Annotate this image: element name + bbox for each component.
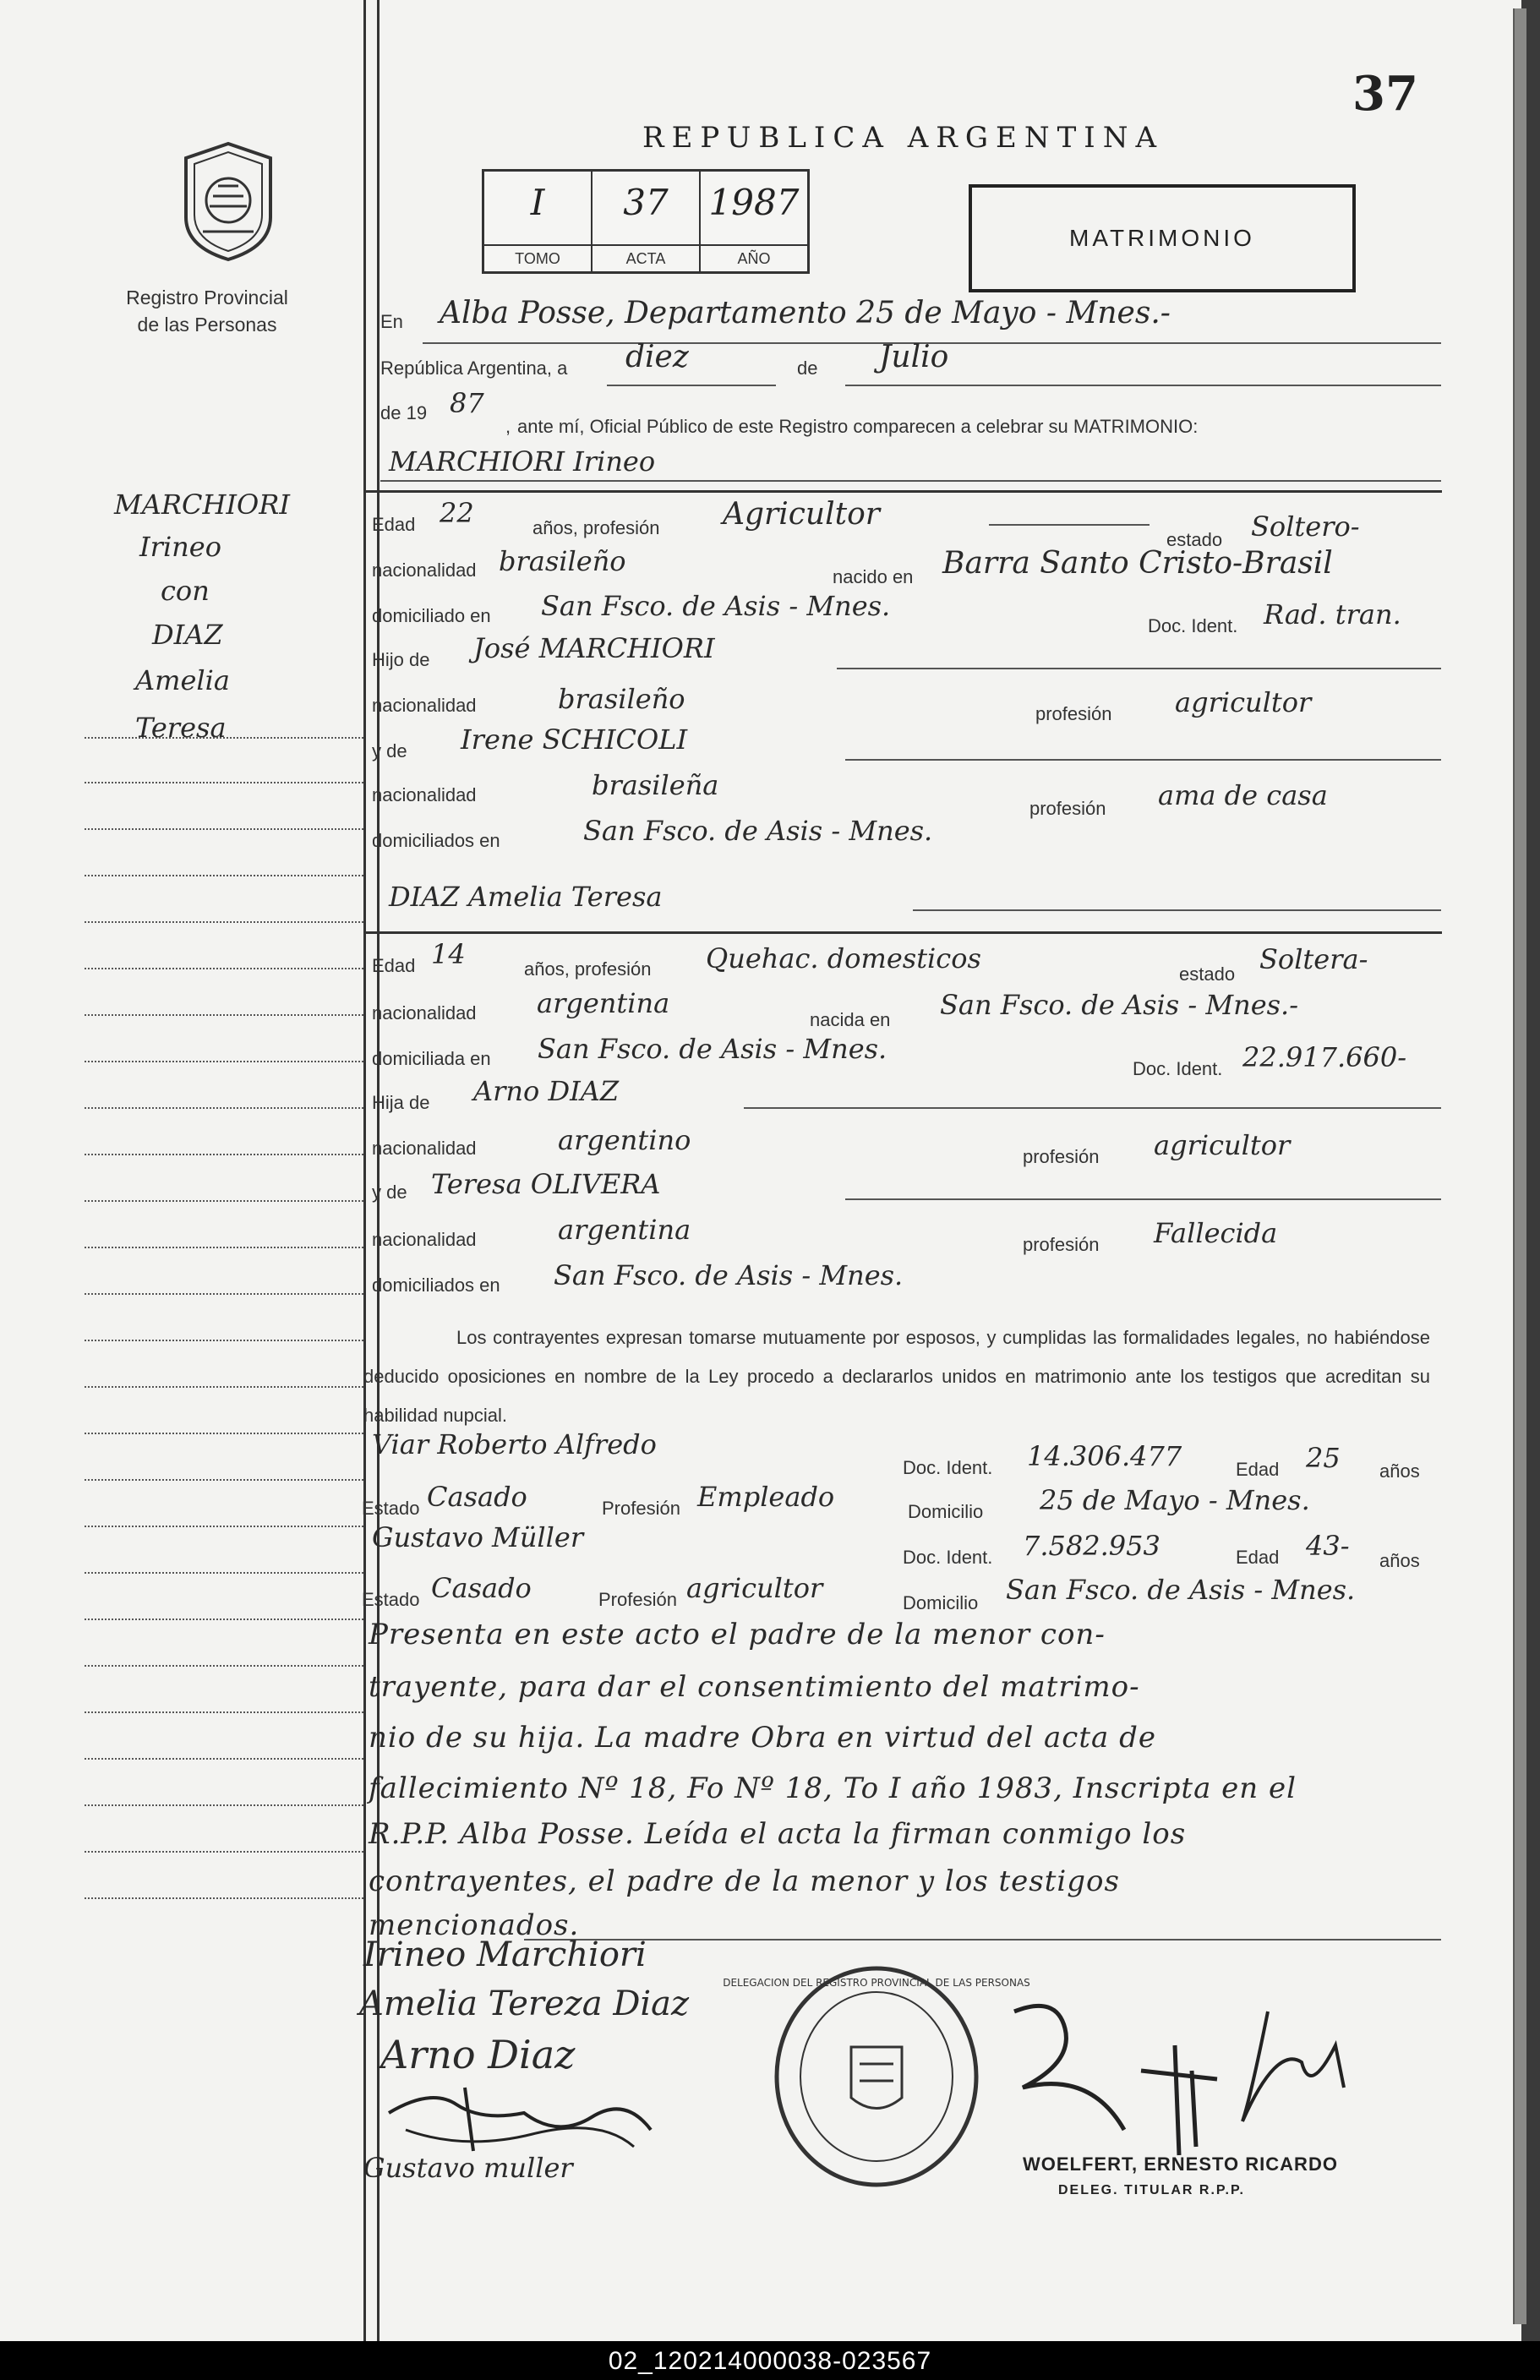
- underline: [845, 385, 1441, 386]
- underline: [845, 759, 1441, 761]
- country-heading: REPUBLICA ARGENTINA: [642, 121, 1165, 155]
- margin-dotted-line: [85, 1851, 363, 1853]
- bride-dom-label: domiciliada en: [372, 1048, 491, 1069]
- groom-nacido-label: nacido en: [833, 566, 914, 587]
- witness2-prof: agricultor: [686, 1572, 823, 1604]
- signature-bride: Amelia Tereza Diaz: [359, 1984, 690, 2023]
- witness2-edad-label: Edad: [1236, 1547, 1280, 1568]
- groom-padre-prof-label: profesión: [1035, 703, 1112, 724]
- bride-doc-label: Doc. Ident.: [1133, 1058, 1223, 1079]
- anio-cell: 1987 AÑO: [701, 172, 807, 271]
- record-type-box: MATRIMONIO: [969, 184, 1356, 292]
- signature-witness2: Gustavo muller: [363, 2152, 573, 2184]
- section-divider: [363, 931, 1442, 934]
- republica-label: República Argentina, a: [380, 358, 568, 379]
- year-value: 87: [450, 387, 484, 419]
- groom-padre: José MARCHIORI: [473, 632, 715, 664]
- bride-edad-label: Edad: [372, 955, 416, 976]
- bride-profesion: Quehac. domesticos: [706, 942, 981, 974]
- registry-name: Registro Provincial de las Personas: [126, 287, 288, 336]
- groom-anos-label: años, profesión: [532, 517, 660, 538]
- margin-dotted-line: [85, 1897, 363, 1899]
- section-divider: [363, 490, 1442, 493]
- witness1-prof: Empleado: [697, 1481, 835, 1513]
- groom-dom: San Fsco. de Asis - Mnes.: [541, 590, 891, 622]
- bride-nac-label: nacionalidad: [372, 1002, 477, 1024]
- underline: [913, 909, 1441, 911]
- tomo-cell: I TOMO: [484, 172, 593, 271]
- witness1-edad-label: Edad: [1236, 1459, 1280, 1480]
- bride-dom: San Fsco. de Asis - Mnes.: [538, 1033, 887, 1065]
- record-table: [482, 169, 810, 274]
- witness1-name: Viar Roberto Alfredo: [372, 1428, 657, 1460]
- witness2-doc-label: Doc. Ident.: [903, 1547, 993, 1568]
- margin-note: DIAZ: [152, 619, 223, 651]
- official-stamp-icon: [723, 1962, 1030, 2191]
- witness1-doc-label: Doc. Ident.: [903, 1457, 993, 1478]
- bride-padre-prof-label: profesión: [1023, 1146, 1100, 1167]
- witness1-doc: 14.306.477: [1027, 1440, 1182, 1472]
- notes-line: mencionados.: [369, 1908, 580, 1942]
- bride-nacida-label: nacida en: [810, 1009, 891, 1030]
- witness1-edad: 25: [1306, 1442, 1341, 1474]
- groom-padre-prof: agricultor: [1175, 686, 1312, 718]
- bride-nac: argentina: [537, 987, 670, 1019]
- groom-doc: Rad. tran.: [1264, 598, 1401, 630]
- witness2-prof-label: Profesión: [598, 1589, 677, 1610]
- witness1-anos-label: años: [1379, 1460, 1420, 1482]
- bride-padre-nac: argentino: [558, 1124, 691, 1156]
- page-number: 37: [1352, 66, 1418, 122]
- margin-dotted-line: [85, 1154, 363, 1155]
- margin-dotted-line: [85, 828, 363, 830]
- groom-hijo-label: Hijo de: [372, 649, 430, 670]
- groom-edad: 22: [440, 497, 474, 529]
- bride-madre: Teresa OLIVERA: [431, 1168, 661, 1200]
- en-label: En: [380, 311, 403, 332]
- underline: [380, 480, 1441, 482]
- notes-line: Presenta en este acto el padre de la menor con-: [369, 1618, 1106, 1651]
- bride-estado-label: estado: [1179, 963, 1236, 985]
- witness2-estado: Casado: [431, 1572, 532, 1604]
- bride-nacida-en: San Fsco. de Asis - Mnes.-: [940, 989, 1299, 1021]
- margin-dotted-line: [85, 1386, 363, 1388]
- day-value: diez: [625, 340, 689, 374]
- witness1-dom-label: Domicilio: [908, 1501, 984, 1522]
- margin-dotted-line: [85, 1247, 363, 1248]
- margin-dotted-line: [85, 1572, 363, 1574]
- witness1-dom: 25 de Mayo - Mnes.: [1040, 1484, 1310, 1516]
- margin-dotted-line: [85, 1804, 363, 1806]
- signature-groom: Irineo Marchiori: [363, 1935, 647, 1974]
- margin-dotted-line: [85, 875, 363, 876]
- underline: [524, 1939, 1441, 1941]
- intro-sentence: ante mí, Oficial Público de este Registro comparecen a celebrar su MATRIMONIO:: [517, 416, 1199, 437]
- margin-dotted-line: [85, 1711, 363, 1713]
- bride-padre-nac-label: nacionalidad: [372, 1138, 477, 1159]
- groom-madre-prof: ama de casa: [1158, 779, 1328, 811]
- margin-dotted-line: [85, 1479, 363, 1481]
- groom-estado: Soltero-: [1251, 510, 1360, 543]
- margin-dotted-line: [85, 1107, 363, 1109]
- groom-madre: Irene SCHICOLI: [461, 723, 688, 756]
- footer-code: 02_120214000038-023567: [608, 2347, 932, 2375]
- bride-estado: Soltera-: [1259, 943, 1368, 975]
- signature-father: Arno Diaz: [380, 2032, 576, 2077]
- witness2-edad: 43-: [1306, 1530, 1350, 1562]
- margin-dotted-line: [85, 1665, 363, 1667]
- bride-madre-nac-label: nacionalidad: [372, 1229, 477, 1250]
- svg-text:DELEGACION DEL REGISTRO PROVIN: DELEGACION DEL REGISTRO PROVINCIAL DE LAS PERSONAS: [723, 1977, 1030, 1989]
- margin-note: con: [161, 575, 210, 607]
- groom-nac: brasileño: [499, 545, 626, 577]
- groom-nac-label: nacionalidad: [372, 560, 477, 581]
- groom-yde-label: y de: [372, 740, 407, 761]
- margin-dotted-line: [85, 921, 363, 923]
- bride-padres-dom: San Fsco. de Asis - Mnes.: [554, 1259, 904, 1291]
- notes-line: fallecimiento Nº 18, Fo Nº 18, To I año 1983, Inscripta en el: [369, 1771, 1297, 1805]
- witness2-estado-label: Estado: [362, 1589, 420, 1610]
- margin-dotted-line: [85, 1758, 363, 1760]
- groom-madre-nac-label: nacionalidad: [372, 784, 477, 805]
- margin-dotted-line: [85, 1200, 363, 1202]
- groom-madre-nac: brasileña: [592, 769, 719, 801]
- underline: [837, 668, 1441, 669]
- bride-madre-prof-label: profesión: [1023, 1234, 1100, 1255]
- witness1-prof-label: Profesión: [602, 1498, 680, 1519]
- witness2-doc: 7.582.953: [1023, 1530, 1160, 1562]
- bride-edad: 14: [431, 938, 466, 970]
- underline: [989, 524, 1150, 526]
- margin-dotted-line: [85, 968, 363, 969]
- intro-comma: ,: [505, 416, 511, 437]
- bride-anos-label: años, profesión: [524, 958, 652, 980]
- bride-doc: 22.917.660-: [1242, 1041, 1407, 1073]
- official-signature-icon: [997, 1995, 1361, 2172]
- bride-hija-label: Hija de: [372, 1092, 430, 1113]
- bride-yde-label: y de: [372, 1182, 407, 1203]
- margin-note: Irineo: [139, 531, 221, 563]
- official-title: DELEG. TITULAR R.P.P.: [1058, 2183, 1245, 2197]
- groom-padre-nac: brasileño: [558, 683, 685, 715]
- witness2-dom: San Fsco. de Asis - Mnes.: [1006, 1574, 1356, 1606]
- month-value: Julio: [879, 340, 949, 374]
- acta-cell: 37 ACTA: [593, 172, 701, 271]
- bride-padre: Arno DIAZ: [473, 1075, 620, 1107]
- margin-dotted-line: [85, 737, 363, 739]
- groom-name: MARCHIORI Irineo: [389, 445, 656, 478]
- groom-padres-dom: San Fsco. de Asis - Mnes.: [583, 815, 933, 847]
- notes-line: R.P.P. Alba Posse. Leída el acta la firman conmigo los: [369, 1817, 1187, 1851]
- provincial-seal-icon: [169, 137, 287, 264]
- witness2-dom-label: Domicilio: [903, 1592, 979, 1613]
- de-label: de: [797, 358, 818, 379]
- notes-line: nio de su hija. La madre Obra en virtud del acta de: [369, 1721, 1156, 1755]
- witness1-estado-label: Estado: [362, 1498, 420, 1519]
- bride-madre-prof: Fallecida: [1154, 1217, 1278, 1249]
- margin-dotted-line: [85, 782, 363, 783]
- groom-edad-label: Edad: [372, 514, 416, 535]
- underline: [744, 1107, 1441, 1109]
- margin-note: MARCHIORI: [114, 489, 290, 521]
- bride-name: DIAZ Amelia Teresa: [389, 881, 663, 913]
- margin-dotted-line: [85, 1014, 363, 1016]
- groom-dom-label: domiciliado en: [372, 605, 491, 626]
- bride-padres-dom-label: domiciliados en: [372, 1275, 500, 1296]
- declaration-text: Los contrayentes expresan tomarse mutuamente por esposos, y cumplidas las formalidades legales, no habiéndose deducido oposiciones en nombre de la Ley procedo a declararlos unidos en matrimonio ante los testigos que acreditan su habilidad nupcial.: [363, 1327, 1430, 1426]
- notes-line: trayente, para dar el consentimiento del matrimo-: [369, 1670, 1140, 1704]
- official-name: WOELFERT, ERNESTO RICARDO: [1023, 2153, 1338, 2175]
- place-value: Alba Posse, Departamento 25 de Mayo - Mnes.-: [440, 296, 1171, 330]
- margin-dotted-line: [85, 1061, 363, 1062]
- bride-madre-nac: argentina: [558, 1214, 691, 1246]
- margin-note: Teresa: [135, 712, 227, 744]
- underline: [845, 1198, 1441, 1200]
- groom-padres-dom-label: domiciliados en: [372, 830, 500, 851]
- witness2-anos-label: años: [1379, 1550, 1420, 1571]
- margin-dotted-line: [85, 1619, 363, 1620]
- margin-dotted-line: [85, 1293, 363, 1295]
- groom-estado-label: estado: [1166, 529, 1223, 550]
- groom-doc-label: Doc. Ident.: [1148, 615, 1238, 636]
- page-edge: [1513, 8, 1526, 2324]
- year-prefix: de 19: [380, 402, 428, 423]
- underline: [607, 385, 776, 386]
- margin-note: Amelia: [135, 664, 230, 696]
- margin-dotted-line: [85, 1433, 363, 1434]
- margin-dotted-line: [85, 1340, 363, 1341]
- signature-witness1-scribble-icon: [380, 2079, 659, 2155]
- witness2-name: Gustavo Müller: [372, 1521, 584, 1553]
- margin-dotted-line: [85, 1526, 363, 1527]
- groom-madre-prof-label: profesión: [1029, 798, 1106, 819]
- notes-line: contrayentes, el padre de la menor y los testigos: [369, 1864, 1120, 1898]
- groom-profesion: Agricultor: [723, 497, 880, 532]
- groom-nacido-en: Barra Santo Cristo-Brasil: [942, 546, 1333, 581]
- witness1-estado: Casado: [427, 1481, 527, 1513]
- groom-padre-nac-label: nacionalidad: [372, 695, 477, 716]
- bride-padre-prof: agricultor: [1154, 1129, 1291, 1161]
